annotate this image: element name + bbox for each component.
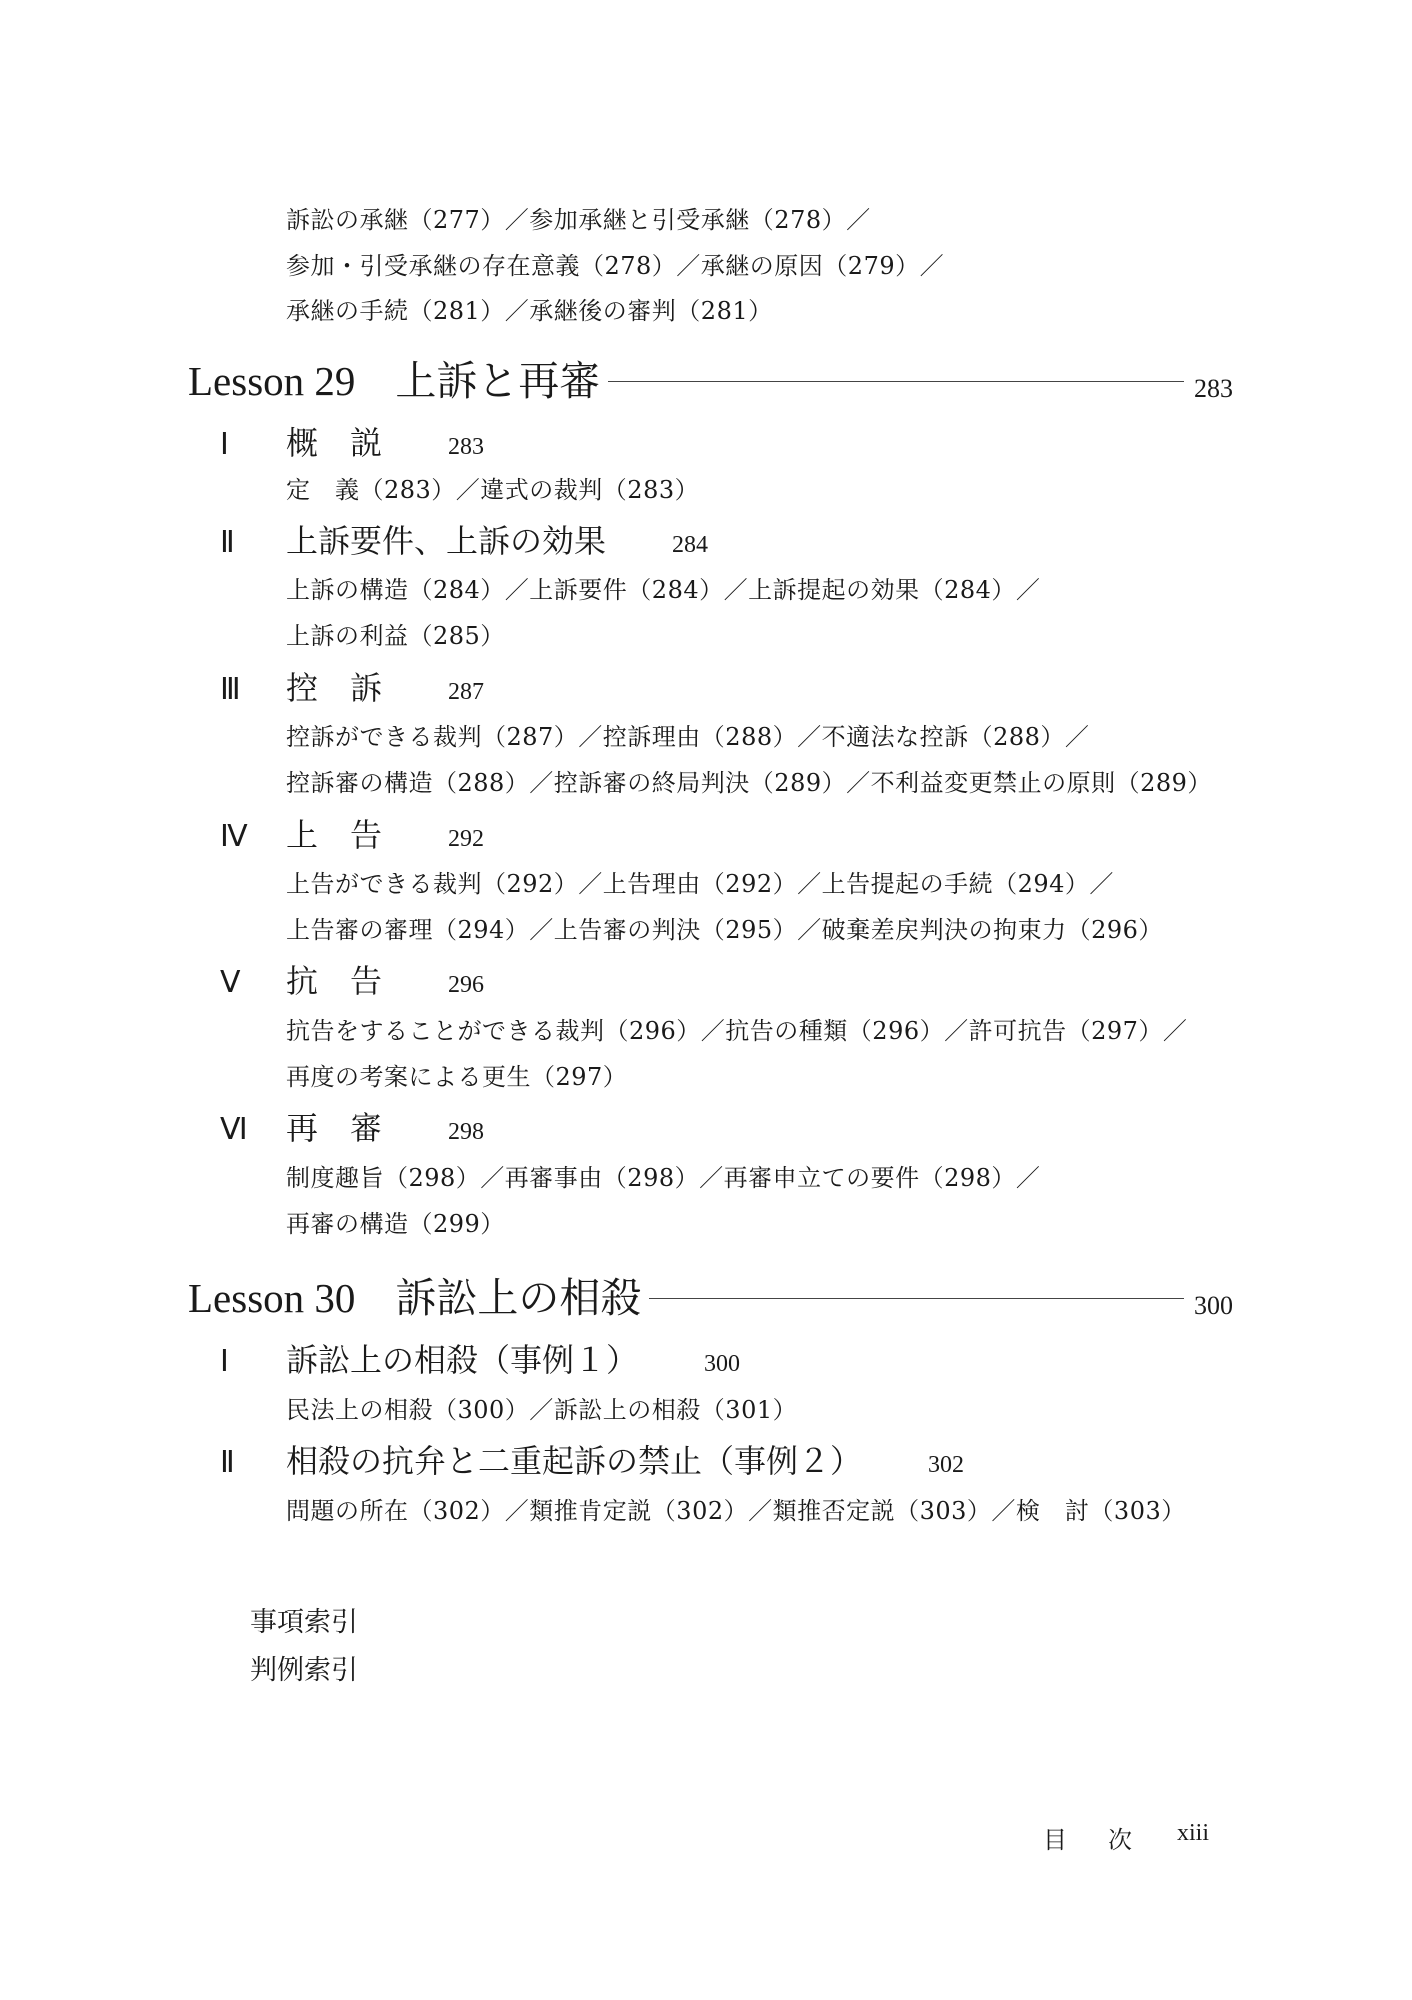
section-numeral: Ⅴ bbox=[220, 966, 241, 999]
leader-rule bbox=[649, 1298, 1184, 1299]
section-heading bbox=[220, 418, 484, 464]
lesson-heading-30 bbox=[188, 1265, 1233, 1324]
section-numeral: Ⅱ bbox=[220, 526, 235, 559]
section-heading bbox=[220, 516, 708, 562]
section-page: 302 bbox=[928, 1452, 965, 1478]
leader-rule bbox=[608, 381, 1184, 382]
toc-entry-line: 定 義（283）／違式の裁判（283） bbox=[286, 476, 700, 504]
section-page: 283 bbox=[448, 434, 485, 460]
footer-label-1: 目 bbox=[1043, 1826, 1067, 1854]
case-index-link[interactable]: 判例索引 bbox=[250, 1655, 358, 1686]
toc-entry-line: 民法上の相殺（300）／訴訟上の相殺（301） bbox=[286, 1396, 798, 1424]
toc-entry-line: 控訴審の構造（288）／控訴審の終局判決（289）／不利益変更禁止の原則（289） bbox=[286, 769, 1212, 797]
toc-entry-line: 上告審の審理（294）／上告審の判決（295）／破棄差戻判決の拘束力（296） bbox=[286, 916, 1163, 944]
lesson-page: 283 bbox=[1194, 374, 1233, 403]
toc-entry-line: 再度の考案による更生（297） bbox=[286, 1063, 628, 1091]
lesson-page: 300 bbox=[1194, 1291, 1233, 1320]
toc-entry-line: 参加・引受承継の存在意義（278）／承継の原因（279）／ bbox=[286, 252, 945, 280]
section-heading bbox=[220, 1335, 740, 1381]
section-page: 284 bbox=[672, 532, 709, 558]
section-numeral: Ⅰ bbox=[220, 428, 229, 461]
section-title: 再 審 bbox=[286, 1109, 383, 1147]
section-heading bbox=[220, 1436, 964, 1482]
footer-page-number: xiii bbox=[1177, 1820, 1210, 1846]
section-numeral: Ⅰ bbox=[220, 1345, 229, 1378]
toc-entry-line: 制度趣旨（298）／再審事由（298）／再審申立ての要件（298）／ bbox=[286, 1164, 1041, 1192]
toc-entry-line: 上告ができる裁判（292）／上告理由（292）／上告提起の手続（294）／ bbox=[286, 870, 1114, 898]
toc-entry-line: 訴訟の承継（277）／参加承継と引受承継（278）／ bbox=[286, 206, 871, 234]
section-heading bbox=[220, 956, 484, 1002]
toc-entry-line: 控訴ができる裁判（287）／控訴理由（288）／不適法な控訴（288）／ bbox=[286, 723, 1090, 751]
lesson-title: 訴訟上の相殺 bbox=[395, 1274, 642, 1322]
toc-entry-line: 承継の手続（281）／承継後の審判（281） bbox=[286, 297, 773, 325]
lesson-label: Lesson 30 bbox=[188, 1275, 356, 1321]
section-title: 訴訟上の相殺（事例１） bbox=[286, 1341, 639, 1379]
section-numeral: Ⅱ bbox=[220, 1446, 235, 1479]
lesson-label: Lesson 29 bbox=[188, 358, 356, 404]
toc-entry-line: 上訴の構造（284）／上訴要件（284）／上訴提起の効果（284）／ bbox=[286, 576, 1041, 604]
lesson-heading-29 bbox=[188, 348, 1233, 407]
toc-entry-line: 抗告をすることができる裁判（296）／抗告の種類（296）／許可抗告（297）／ bbox=[286, 1017, 1188, 1045]
section-numeral: Ⅵ bbox=[220, 1113, 248, 1146]
toc-entry-line: 上訴の利益（285） bbox=[286, 622, 505, 650]
section-title: 相殺の抗弁と二重起訴の禁止（事例２） bbox=[286, 1442, 863, 1480]
section-title: 概 説 bbox=[286, 424, 383, 462]
section-numeral: Ⅳ bbox=[220, 820, 248, 853]
section-page: 292 bbox=[448, 826, 485, 852]
toc-entry-line: 再審の構造（299） bbox=[286, 1210, 505, 1238]
section-heading bbox=[220, 810, 484, 856]
section-heading bbox=[220, 663, 484, 709]
section-title: 上 告 bbox=[286, 816, 383, 854]
section-page: 300 bbox=[704, 1351, 741, 1377]
section-page: 287 bbox=[448, 679, 485, 705]
section-numeral: Ⅲ bbox=[220, 673, 241, 706]
section-page: 298 bbox=[448, 1119, 485, 1145]
subject-index-link[interactable]: 事項索引 bbox=[250, 1607, 358, 1638]
toc-entry-line: 問題の所在（302）／類推肯定説（302）／類推否定説（303）／検 討（303） bbox=[286, 1497, 1186, 1525]
lesson-title: 上訴と再審 bbox=[395, 357, 601, 405]
footer-label-2: 次 bbox=[1108, 1826, 1132, 1854]
section-title: 上訴要件、上訴の効果 bbox=[286, 522, 607, 560]
section-title: 抗 告 bbox=[286, 962, 383, 1000]
section-heading bbox=[220, 1103, 484, 1149]
section-page: 296 bbox=[448, 972, 485, 998]
section-title: 控 訴 bbox=[286, 669, 383, 707]
